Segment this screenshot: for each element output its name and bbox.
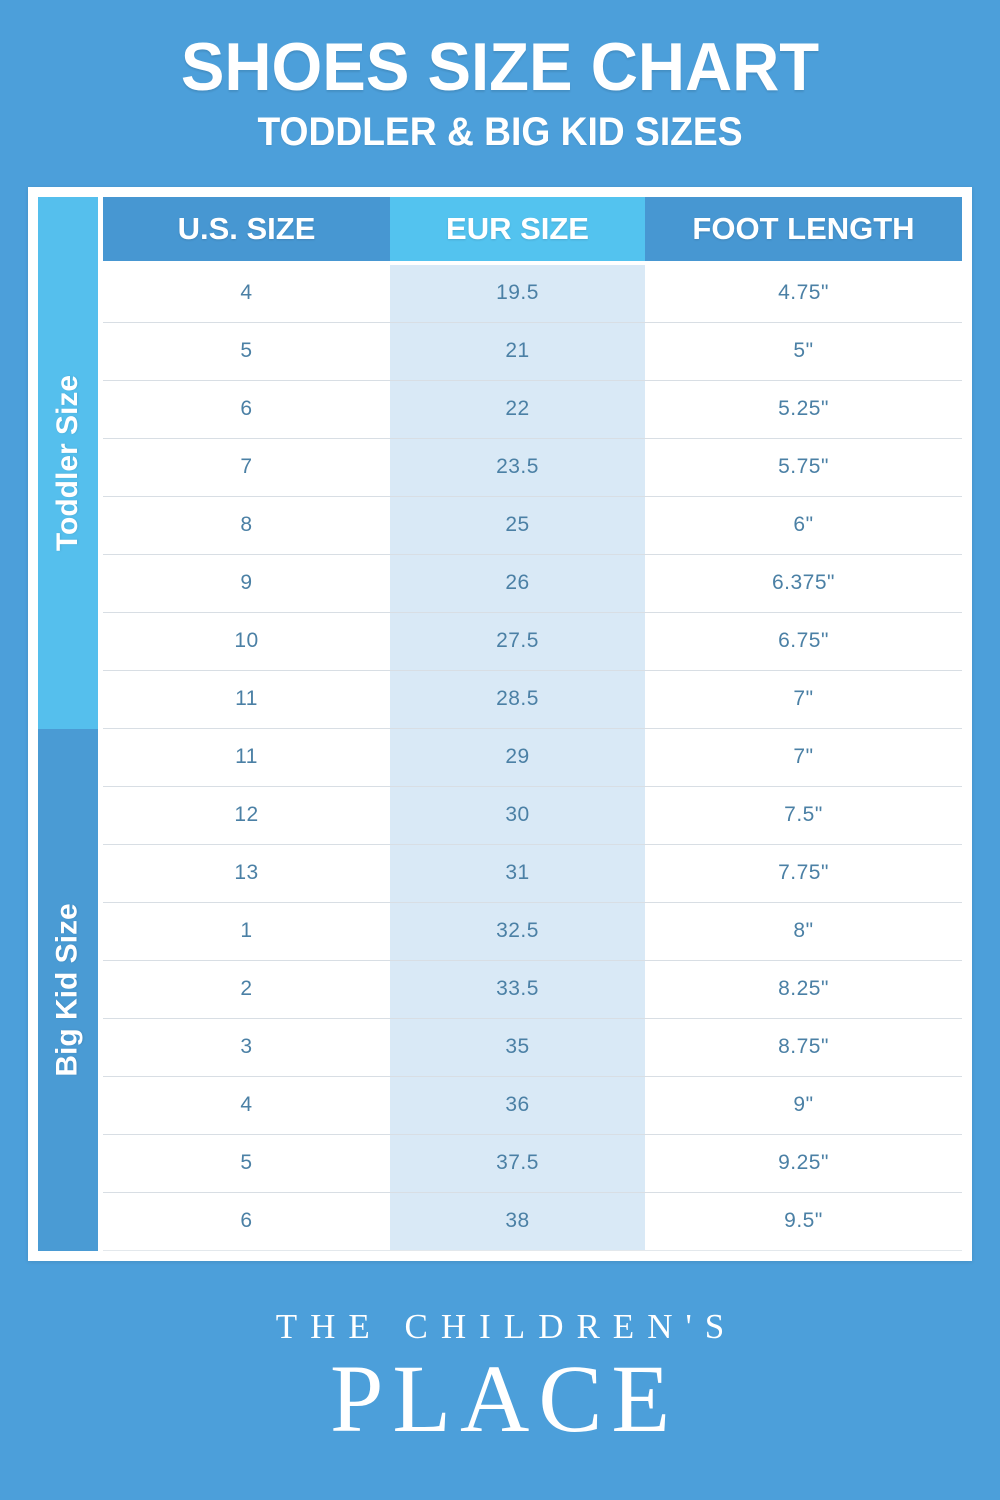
cell-us-size: 2 <box>240 977 253 1001</box>
cell-us-size: 11 <box>235 687 258 711</box>
table-row <box>103 1135 962 1193</box>
cell-us-size: 7 <box>240 455 253 479</box>
cell-foot-length: 8.25" <box>778 977 829 1001</box>
column-header-us-size: U.S. SIZE <box>103 197 390 261</box>
cell-eur-size: 31 <box>390 845 645 902</box>
table-row <box>103 671 962 729</box>
cell-eur-size: 27.5 <box>390 613 645 670</box>
brand-name-bottom: PLACE <box>329 1344 680 1452</box>
table-row <box>103 903 962 961</box>
cell-foot-length: 7" <box>793 745 814 769</box>
cell-eur-size: 22 <box>390 381 645 438</box>
cell-eur-size: 26 <box>390 555 645 612</box>
section-bigkid <box>38 729 98 1251</box>
cell-us-size: 12 <box>234 803 259 827</box>
cell-eur-size: 37.5 <box>390 1135 645 1192</box>
cell-foot-length: 4.75" <box>778 281 829 305</box>
table-row <box>103 497 962 555</box>
cell-foot-length: 9.25" <box>778 1151 829 1175</box>
cell-eur-size: 19.5 <box>390 265 645 322</box>
page-header <box>0 0 1000 155</box>
brand-logo <box>0 1307 1000 1450</box>
cell-us-size: 4 <box>240 1093 253 1117</box>
cell-foot-length: 8" <box>793 919 814 943</box>
cell-foot-length: 5" <box>793 339 814 363</box>
cell-eur-size: 28.5 <box>390 671 645 728</box>
cell-us-size: 4 <box>240 281 253 305</box>
cell-eur-size: 32.5 <box>390 903 645 960</box>
cell-us-size: 11 <box>235 745 258 769</box>
table-row <box>103 729 962 787</box>
cell-us-size: 6 <box>240 1209 253 1233</box>
table-row <box>103 381 962 439</box>
column-header-eur-size: EUR SIZE <box>390 197 645 261</box>
cell-foot-length: 5.75" <box>778 455 829 479</box>
cell-eur-size: 35 <box>390 1019 645 1076</box>
cell-eur-size: 25 <box>390 497 645 554</box>
table-row <box>103 845 962 903</box>
cell-us-size: 13 <box>234 861 259 885</box>
size-chart-table <box>28 187 972 1261</box>
page-subtitle: TODDLER & BIG KID SIZES <box>257 109 743 154</box>
brand-name-top: THE CHILDREN'S <box>275 1306 738 1346</box>
cell-eur-size: 38 <box>390 1193 645 1250</box>
cell-eur-size: 30 <box>390 787 645 844</box>
section-label-toddler: Toddler Size <box>51 374 85 551</box>
cell-us-size: 5 <box>240 1151 253 1175</box>
cell-foot-length: 9" <box>793 1093 814 1117</box>
table-row <box>103 265 962 323</box>
cell-us-size: 3 <box>240 1035 253 1059</box>
page-title: SHOES SIZE CHART <box>180 29 820 105</box>
cell-us-size: 5 <box>240 339 253 363</box>
cell-foot-length: 7.75" <box>778 861 829 885</box>
cell-foot-length: 6" <box>793 513 814 537</box>
section-label-bigkid: Big Kid Size <box>51 903 85 1077</box>
table-row <box>103 961 962 1019</box>
cell-foot-length: 7.5" <box>784 803 823 827</box>
table-row <box>103 1077 962 1135</box>
table-row <box>103 323 962 381</box>
cell-foot-length: 8.75" <box>778 1035 829 1059</box>
table-row <box>103 1019 962 1077</box>
cell-foot-length: 9.5" <box>784 1209 823 1233</box>
table-row <box>103 613 962 671</box>
table-rows <box>103 265 962 1251</box>
cell-foot-length: 6.375" <box>771 571 835 595</box>
table-row <box>103 555 962 613</box>
table-main <box>103 197 962 1251</box>
cell-eur-size: 29 <box>390 729 645 786</box>
cell-eur-size: 33.5 <box>390 961 645 1018</box>
cell-us-size: 9 <box>240 571 253 595</box>
cell-eur-size: 36 <box>390 1077 645 1134</box>
cell-eur-size: 21 <box>390 323 645 380</box>
table-header-row <box>103 197 962 261</box>
section-strip <box>38 197 98 1251</box>
cell-us-size: 8 <box>240 513 253 537</box>
table-row <box>103 1193 962 1251</box>
cell-foot-length: 6.75" <box>778 629 829 653</box>
cell-us-size: 6 <box>240 397 253 421</box>
table-row <box>103 439 962 497</box>
section-toddler <box>38 197 98 729</box>
cell-eur-size: 23.5 <box>390 439 645 496</box>
table-row <box>103 787 962 845</box>
cell-foot-length: 5.25" <box>778 397 829 421</box>
cell-foot-length: 7" <box>793 687 814 711</box>
cell-us-size: 10 <box>234 629 259 653</box>
column-header-foot-length: FOOT LENGTH <box>645 197 962 261</box>
cell-us-size: 1 <box>240 919 253 943</box>
